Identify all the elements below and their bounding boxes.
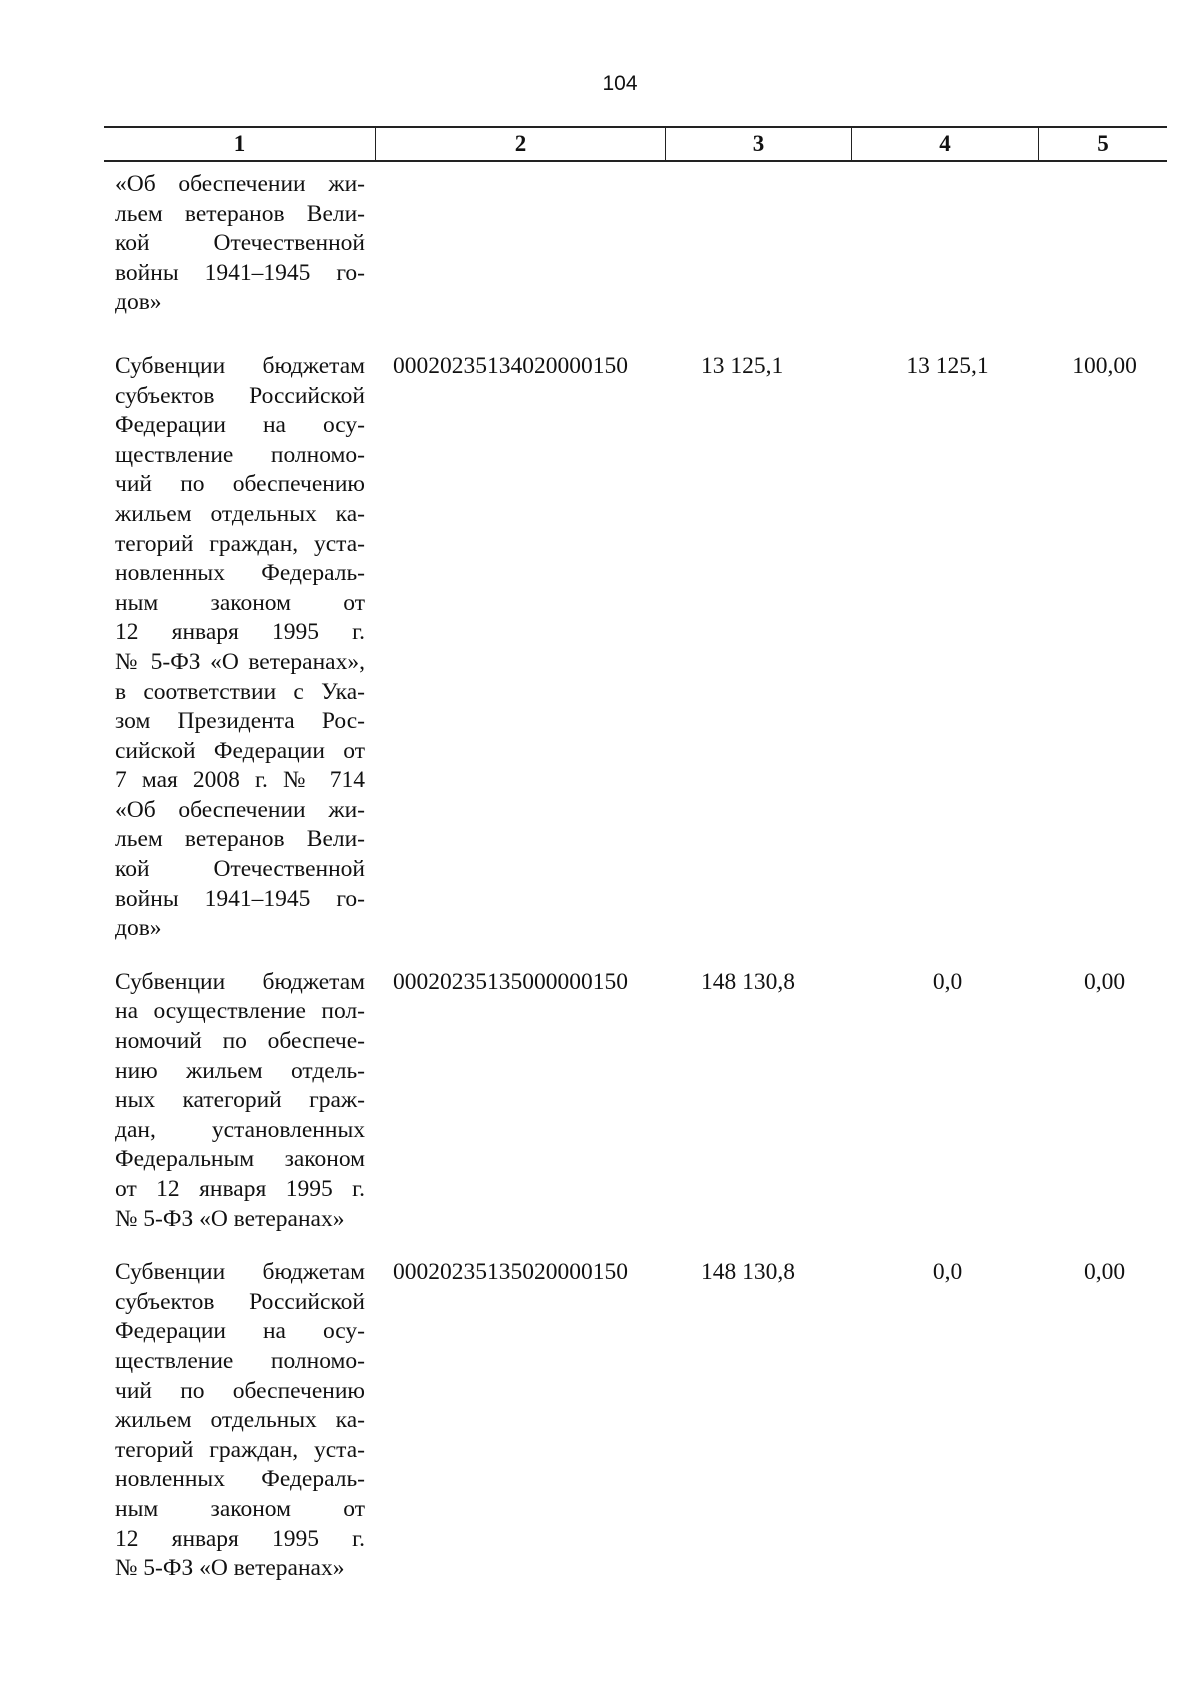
row-name-line: 12 января 1995 г.: [115, 1525, 365, 1552]
budget-table: [104, 126, 1167, 1608]
table-row: [104, 1258, 1167, 1584]
row-name-line: № 5-ФЗ «О ветеранах»: [115, 1205, 345, 1232]
table-row: [104, 170, 1167, 318]
row-name-line: Федерации на осу-: [115, 1318, 365, 1345]
row-name-line: войны 1941–1945 го-: [115, 885, 365, 912]
row-plan-value-cell: 13 125,1: [701, 352, 784, 379]
row-name-line: нию жильем отдель-: [115, 1057, 365, 1084]
row-name-line: «Об обеспечении жи-: [115, 796, 365, 823]
row-name-line: дан, установленных: [115, 1116, 365, 1143]
row-plan-value-cell: 148 130,8: [701, 1259, 795, 1286]
row-name-line: жильем отдельных ка-: [115, 500, 365, 527]
row-name-line: кой Отечественной: [115, 230, 365, 257]
row-name-line: ным законом от: [115, 589, 365, 616]
row-percent-cell: 0,00: [1083, 1259, 1126, 1286]
row-code-cell: 00020235134020000150: [393, 352, 628, 379]
row-name-line: жильем отдельных ка-: [115, 1407, 365, 1434]
column-header-3: 3: [665, 128, 851, 160]
row-percent-cell: 0,00: [1083, 968, 1126, 995]
row-code-cell: 00020235135000000150: [393, 968, 628, 995]
row-name-line: Федерации на осу-: [115, 412, 365, 439]
row-name-line: субъектов Российской: [115, 1288, 365, 1315]
row-name-line: ществление полномо-: [115, 441, 365, 468]
row-name-line: чий по обеспечению: [115, 1377, 365, 1404]
row-name-line: чий по обеспечению: [115, 471, 365, 498]
row-name-cell: [104, 170, 375, 318]
row-name-line: 12 января 1995 г.: [115, 619, 365, 646]
table-row: [104, 352, 1167, 944]
row-name-cell: [104, 968, 375, 1234]
row-name-line: зом Президента Рос-: [115, 708, 365, 735]
row-name-line: дов»: [115, 915, 162, 942]
row-actual-value-cell: 13 125,1: [906, 352, 989, 379]
row-name-line: льем ветеранов Вели-: [115, 826, 365, 853]
row-name-line: в соответствии с Ука-: [115, 678, 365, 705]
column-header-1: 1: [233, 131, 246, 156]
row-name-line: на осуществление пол-: [115, 998, 365, 1025]
row-name-line: тегорий граждан, уста-: [115, 1436, 365, 1463]
column-header-5: 5: [1038, 128, 1167, 160]
row-name-line: № 5-ФЗ «О ветеранах»,: [115, 648, 365, 675]
row-name-line: тегорий граждан, уста-: [115, 530, 365, 557]
table-row: [104, 968, 1167, 1234]
table-body: [104, 162, 1167, 1584]
row-name-line: новленных Федераль-: [115, 560, 365, 587]
row-name-line: сийской Федерации от: [115, 737, 365, 764]
row-name-line: Субвенции бюджетам: [115, 1259, 365, 1286]
row-name-line: ных категорий граж-: [115, 1087, 365, 1114]
column-header-2: 2: [375, 128, 665, 160]
row-name-line: «Об обеспечении жи-: [115, 171, 365, 197]
row-actual-value-cell: 0,0: [932, 968, 963, 995]
row-name-line: Субвенции бюджетам: [115, 352, 365, 379]
row-actual-value-cell: 0,0: [932, 1259, 963, 1286]
row-name-line: от 12 января 1995 г.: [115, 1176, 365, 1202]
row-name-line: ным законом от: [115, 1495, 365, 1522]
row-name-line: Федеральным законом: [115, 1146, 365, 1173]
row-name-line: войны 1941–1945 го-: [115, 259, 365, 286]
row-name-line: ществление полномо-: [115, 1347, 365, 1374]
row-percent-cell: 100,00: [1072, 352, 1137, 379]
row-name-line: льем ветеранов Вели-: [115, 200, 365, 227]
row-name-line: новленных Федераль-: [115, 1466, 365, 1493]
row-plan-value-cell: 148 130,8: [701, 968, 795, 995]
row-name-line: 7 мая 2008 г. № 714: [115, 767, 365, 794]
row-name-line: субъектов Российской: [115, 382, 365, 409]
row-code-cell: 00020235135020000150: [393, 1259, 628, 1286]
row-name-cell: [104, 1258, 375, 1584]
row-name-line: дов»: [115, 289, 162, 316]
row-name-cell: [104, 352, 375, 944]
page-number: 104: [602, 72, 638, 95]
row-name-line: Субвенции бюджетам: [115, 968, 365, 995]
row-name-line: номочий по обеспече-: [115, 1028, 365, 1055]
row-name-line: № 5-ФЗ «О ветеранах»: [115, 1555, 345, 1582]
column-header-4: 4: [851, 128, 1038, 160]
row-name-line: кой Отечественной: [115, 856, 365, 883]
table-header: [104, 126, 1167, 162]
